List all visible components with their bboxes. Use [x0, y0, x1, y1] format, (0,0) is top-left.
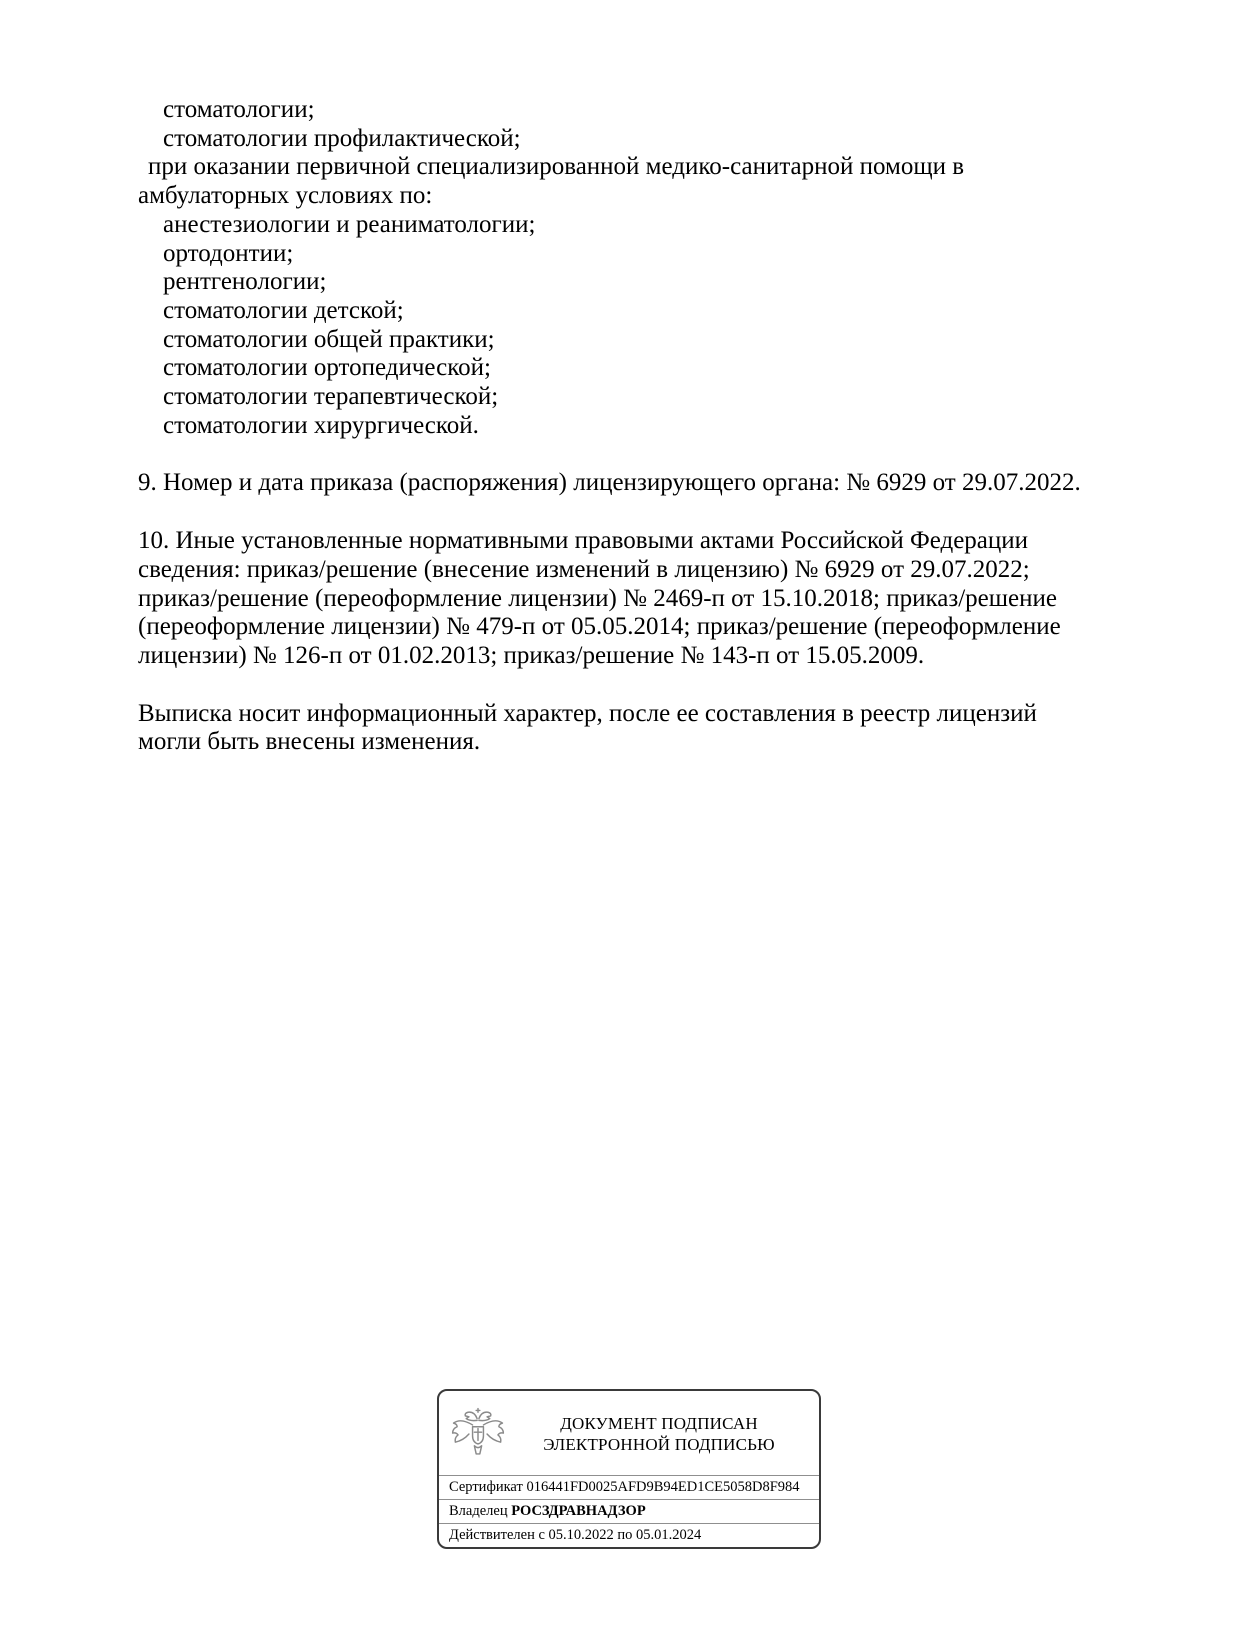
disclaimer-note: Выписка носит информационный характер, после ее составления в реестр лицензий могли быть внесены изменения. [138, 699, 1037, 756]
owner-label: Владелец [449, 1503, 508, 1519]
owner-value: РОСЗДРАВНАДЗОР [511, 1503, 646, 1519]
validity-text: Действителен с 05.10.2022 по 05.01.2024 [449, 1527, 702, 1543]
activity-item: стоматологии; [163, 96, 315, 123]
clause-9: 9. Номер и дата приказа (распоряжения) лицензирующего органа: № 6929 от 29.07.2022. [138, 469, 1081, 497]
owner-row [439, 1499, 819, 1523]
document-body [138, 96, 1103, 757]
activity-section-intro: при оказании первичной специализированной медико-санитарной помощи в амбулаторных условиях по: [138, 153, 965, 210]
activity-item: стоматологии общей практики; [163, 325, 495, 353]
activity-item: стоматологии детской; [163, 296, 404, 324]
activity-item: стоматологии профилактической; [163, 124, 521, 152]
activity-item: стоматологии хирургической. [163, 411, 479, 439]
activity-item: ортодонтии; [163, 239, 294, 267]
esignature-stamp [437, 1389, 821, 1549]
certificate-value: 016441FD0025AFD9B94ED1CE5058D8F984 [526, 1479, 800, 1495]
esignature-stamp-header [439, 1391, 819, 1475]
activity-item: анестезиологии и реаниматологии; [163, 210, 536, 238]
clause-10: 10. Иные установленные нормативными правовыми актами Российской Федерации сведения: приказ/решение (внесение изменений в лицензию) № 6929 от 29.07.2022; приказ/решение (переоформление лицензии) № 2469-п от 15.10.2018; приказ/решение (переоформление лицензии) № 479-п от 05.05.2014; приказ/решение (переоформление лицензии) № 126-п от 01.02.2013; приказ/решение № 143-п от 15.05.2009. [138, 527, 1061, 669]
activity-item: стоматологии ортопедической; [163, 354, 491, 382]
activity-item: стоматологии терапевтической; [163, 383, 499, 411]
roszdravnadzor-eagle-emblem-icon [447, 1405, 509, 1463]
activity-item: рентгенологии; [163, 268, 327, 296]
stamp-title-line2: ЭЛЕКТРОННОЙ ПОДПИСЬЮ [543, 1435, 775, 1454]
stamp-title-line1: ДОКУМЕНТ ПОДПИСАН [560, 1414, 758, 1433]
certificate-row [439, 1475, 819, 1499]
esignature-stamp-details [439, 1475, 819, 1547]
validity-row [439, 1523, 819, 1547]
esignature-stamp-title [509, 1413, 809, 1455]
certificate-label: Сертификат [449, 1479, 523, 1495]
